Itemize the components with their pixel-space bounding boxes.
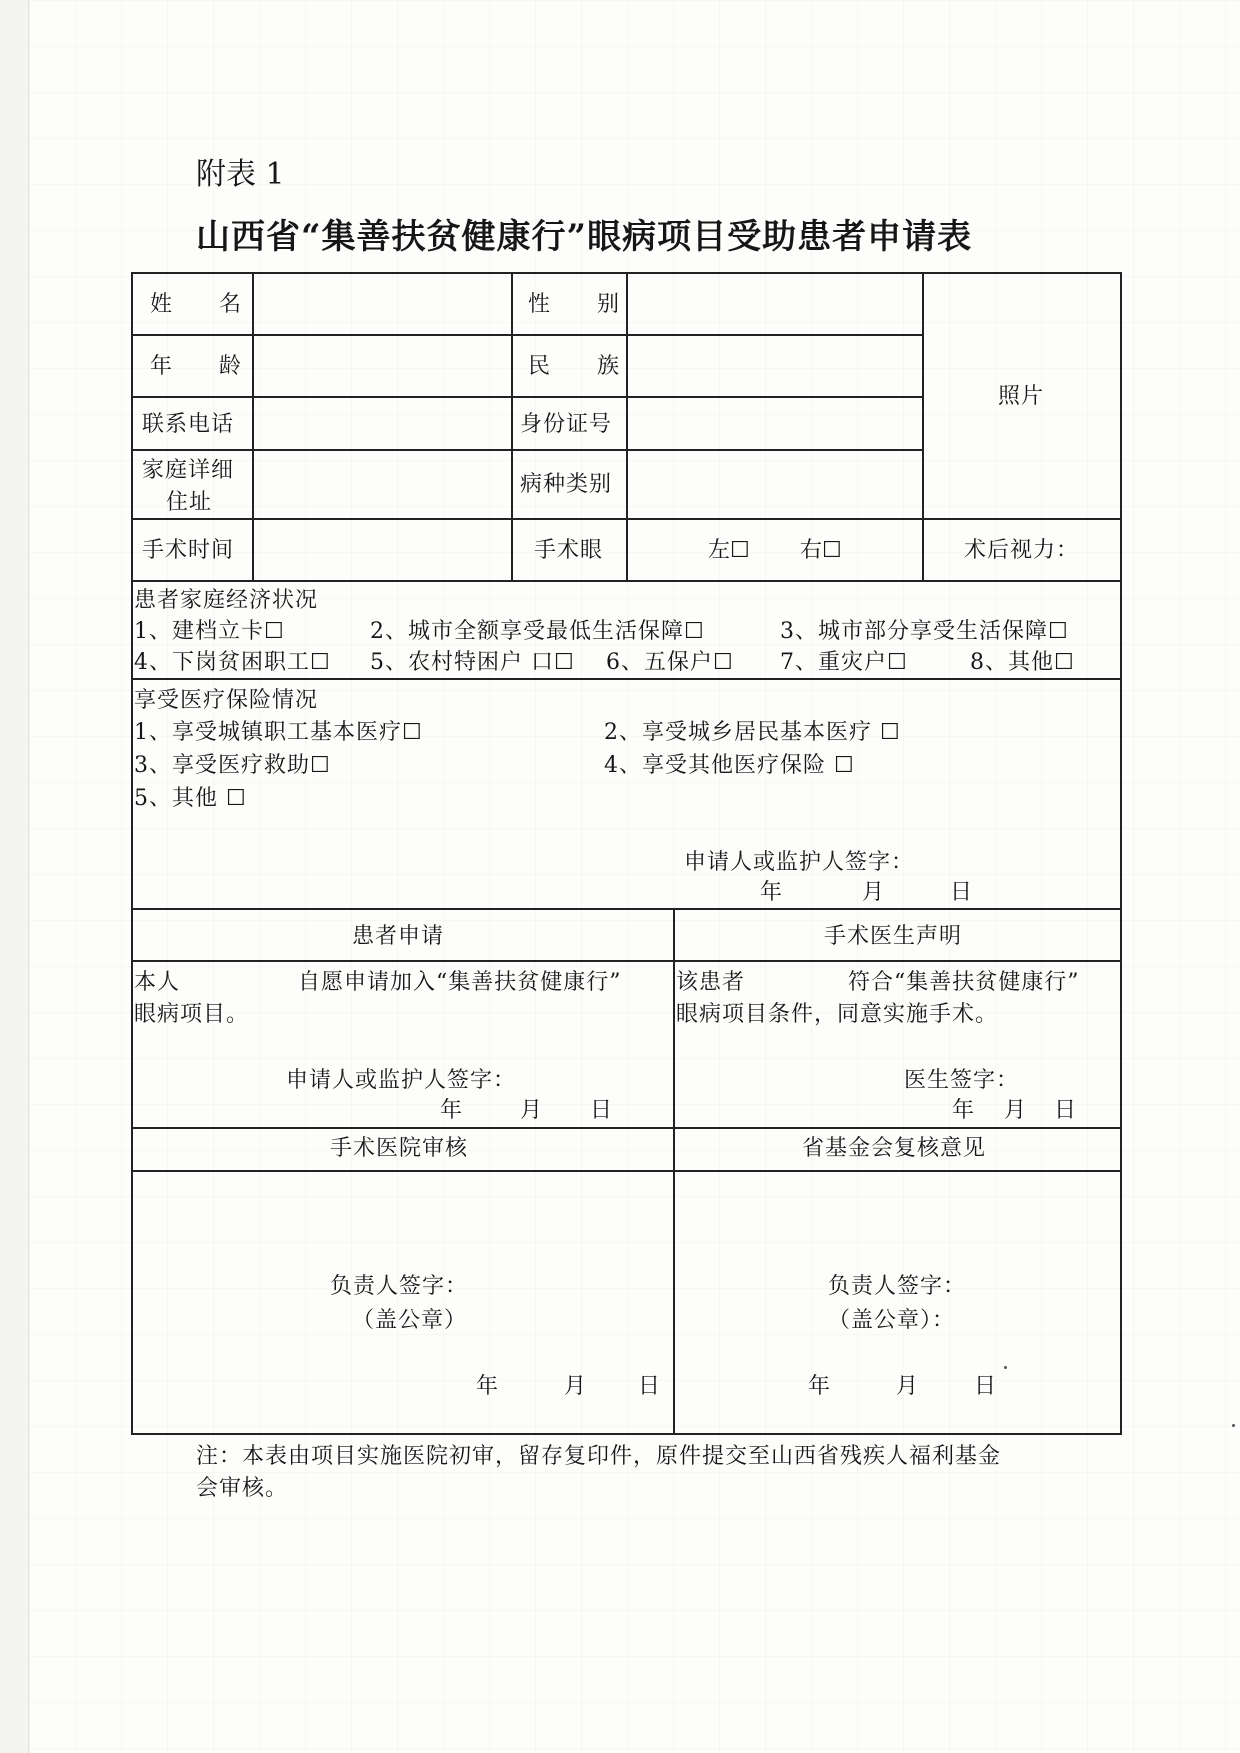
- right-eye-option[interactable]: [800, 536, 842, 566]
- doctor-statement-suffix: 符合“集善扶贫健康行”: [848, 970, 1080, 995]
- disease-type-field[interactable]: [630, 453, 919, 515]
- family-option-8[interactable]: 8、其他☐: [970, 648, 1075, 678]
- insurance-date-year: 年: [760, 880, 783, 905]
- surgery-eye-label: 手术眼: [534, 538, 604, 563]
- insurance-checkbox-4[interactable]: ☐: [834, 753, 855, 778]
- grid-line: [131, 678, 1122, 680]
- annex-label: 附表 1: [196, 157, 285, 192]
- insurance-option-4[interactable]: 4、享受其他医疗保险 ☐: [604, 751, 855, 781]
- scan-speck: [1004, 1366, 1007, 1369]
- patient-application-prefix: 本人: [134, 970, 181, 995]
- form-title: 山西省“集善扶贫健康行”眼病项目受助患者申请表: [196, 217, 973, 257]
- hospital-seal-label: （盖公章）: [352, 1308, 468, 1333]
- grid-line: [131, 908, 1122, 910]
- family-option-4[interactable]: 4、下岗贫困职工☐: [134, 648, 331, 678]
- grid-line: [131, 449, 924, 451]
- gender-field[interactable]: [630, 276, 919, 331]
- hospital-review-area[interactable]: [135, 1174, 671, 1430]
- insurance-checkbox-2[interactable]: ☐: [880, 720, 901, 745]
- patient-name-blank[interactable]: [182, 966, 292, 996]
- doctor-statement-prefix: 该患者: [676, 970, 746, 995]
- family-checkbox-5[interactable]: ☐: [554, 650, 575, 675]
- family-checkbox-3[interactable]: ☐: [1048, 619, 1069, 644]
- family-checkbox-1[interactable]: ☐: [264, 619, 285, 644]
- insurance-checkbox-1[interactable]: ☐: [402, 720, 423, 745]
- grid-line: [131, 334, 924, 336]
- grid-line: [131, 1127, 1122, 1129]
- disease-type-label: 病种类别: [520, 472, 613, 497]
- patient-date-month: 月: [520, 1098, 543, 1123]
- family-option-5[interactable]: 5、农村特困户 口☐: [370, 648, 575, 678]
- insurance-option-1[interactable]: 1、享受城镇职工基本医疗☐: [134, 718, 423, 748]
- right-eye-checkbox[interactable]: ☐: [822, 538, 842, 563]
- doctor-date-day: 日: [1054, 1098, 1077, 1123]
- patient-signature-field[interactable]: [520, 1064, 660, 1094]
- grid-line: [131, 272, 133, 1435]
- provincial-seal-label: （盖公章）：: [828, 1308, 956, 1333]
- provincial-date-year: 年: [808, 1374, 831, 1399]
- grid-line: [131, 396, 924, 398]
- doctor-statement-line2: 眼病项目条件，同意实施手术。: [676, 1002, 999, 1027]
- patient-application-heading: 患者申请: [352, 924, 445, 949]
- family-option-6[interactable]: 6、五保户☐: [606, 648, 734, 678]
- photo-label: 照片: [998, 384, 1045, 409]
- doctor-signature-label: 医生签字：: [904, 1068, 1020, 1093]
- gender-label: 性 别: [528, 292, 621, 317]
- provincial-signature-label: 负责人签字：: [828, 1274, 967, 1299]
- name-field[interactable]: [256, 276, 508, 331]
- age-field[interactable]: [256, 338, 508, 393]
- grid-line: [252, 272, 254, 580]
- family-checkbox-4[interactable]: ☐: [310, 650, 331, 675]
- family-checkbox-8[interactable]: ☐: [1054, 650, 1075, 675]
- left-eye-option[interactable]: [708, 536, 750, 566]
- insurance-checkbox-5[interactable]: ☐: [226, 786, 247, 811]
- address-label-line1: 家庭详细: [142, 458, 235, 483]
- name-label: 姓 名: [150, 292, 243, 317]
- doctor-date-month: 月: [1004, 1098, 1027, 1123]
- grid-line: [511, 272, 513, 580]
- family-option-2[interactable]: 2、城市全额享受最低生活保障☐: [370, 617, 705, 647]
- footnote-line1: 注：本表由项目实施医院初审，留存复印件，原件提交至山西省残疾人福利基金: [196, 1444, 1002, 1469]
- doctor-date-year: 年: [952, 1098, 975, 1123]
- surgery-time-field[interactable]: [256, 522, 508, 577]
- family-option-3[interactable]: 3、城市部分享受生活保障☐: [780, 617, 1069, 647]
- insurance-checkbox-3[interactable]: ☐: [310, 753, 331, 778]
- right-eye-label: 右: [800, 538, 823, 563]
- grid-line: [131, 1170, 1122, 1172]
- address-field[interactable]: [256, 453, 508, 515]
- grid-line: [131, 1433, 1122, 1435]
- patient-date-day: 日: [590, 1098, 613, 1123]
- age-label: 年 龄: [150, 354, 243, 379]
- insurance-option-3[interactable]: 3、享受医疗救助☐: [134, 751, 331, 781]
- grid-line: [131, 580, 1122, 582]
- hospital-signature-label: 负责人签字：: [330, 1274, 469, 1299]
- hospital-date-year: 年: [476, 1374, 499, 1399]
- address-label-line2: 住址: [166, 490, 213, 515]
- phone-field[interactable]: [256, 400, 508, 446]
- patient-application-suffix: 自愿申请加入“集善扶贫健康行”: [298, 970, 622, 995]
- provincial-date-day: 日: [974, 1374, 997, 1399]
- left-eye-checkbox[interactable]: ☐: [730, 538, 750, 563]
- family-checkbox-7[interactable]: ☐: [887, 650, 908, 675]
- footnote-line2: 会审核。: [196, 1476, 289, 1501]
- insurance-signature-label: 申请人或监护人签字：: [684, 850, 915, 875]
- insurance-signature-field[interactable]: [912, 846, 1112, 876]
- insurance-heading: 享受医疗保险情况: [134, 688, 319, 713]
- family-option-7[interactable]: 7、重灾户☐: [780, 648, 908, 678]
- insurance-option-2[interactable]: 2、享受城乡居民基本医疗 ☐: [604, 718, 901, 748]
- grid-line: [673, 908, 675, 1435]
- hospital-review-heading: 手术医院审核: [330, 1136, 469, 1161]
- scan-speck: [1232, 1424, 1235, 1427]
- surgery-time-label: 手术时间: [142, 538, 235, 563]
- photo-area[interactable]: [926, 276, 1118, 515]
- ethnicity-label: 民 族: [528, 354, 621, 379]
- hospital-date-month: 月: [564, 1374, 587, 1399]
- grid-line: [922, 272, 924, 580]
- patient-application-line2: 眼病项目。: [134, 1002, 250, 1027]
- provincial-date-month: 月: [896, 1374, 919, 1399]
- patient-signature-label: 申请人或监护人签字：: [286, 1068, 517, 1093]
- grid-line: [131, 960, 1122, 962]
- patient-date-year: 年: [440, 1098, 463, 1123]
- insurance-date-month: 月: [862, 880, 885, 905]
- provincial-review-heading: 省基金会复核意见: [802, 1136, 987, 1161]
- id-number-label: 身份证号: [520, 412, 613, 437]
- family-option-5-mark: 口: [531, 650, 555, 675]
- insurance-option-5[interactable]: 5、其他 ☐: [134, 784, 247, 814]
- family-option-1[interactable]: 1、建档立卡☐: [134, 617, 285, 647]
- phone-label: 联系电话: [142, 412, 235, 437]
- family-checkbox-2[interactable]: ☐: [684, 619, 705, 644]
- doctor-signature-field[interactable]: [1020, 1064, 1115, 1094]
- doctor-patient-blank[interactable]: [746, 966, 846, 996]
- left-eye-label: 左: [708, 538, 731, 563]
- hospital-date-day: 日: [638, 1374, 661, 1399]
- family-status-heading: 患者家庭经济状况: [134, 588, 319, 613]
- grid-line: [1120, 272, 1122, 1435]
- grid-line: [626, 272, 628, 580]
- doctor-statement-heading: 手术医生声明: [824, 924, 963, 949]
- insurance-date-day: 日: [950, 880, 973, 905]
- id-number-field[interactable]: [630, 400, 919, 446]
- post-vision-label: 术后视力：: [964, 538, 1080, 563]
- ethnicity-field[interactable]: [630, 338, 919, 393]
- family-checkbox-6[interactable]: ☐: [713, 650, 734, 675]
